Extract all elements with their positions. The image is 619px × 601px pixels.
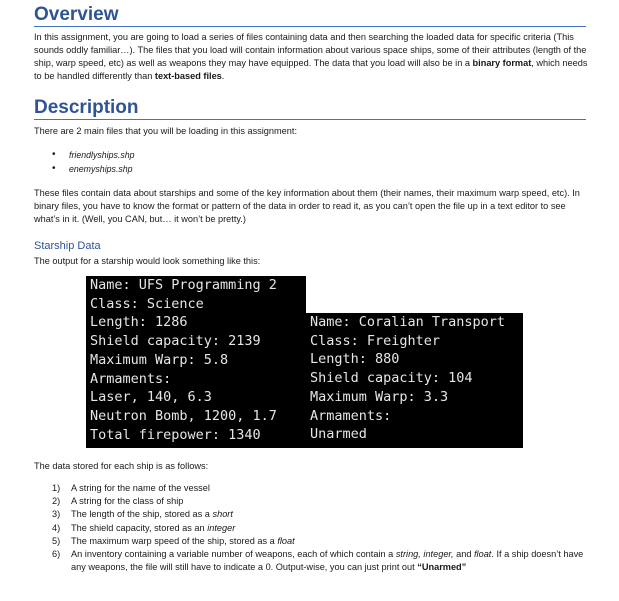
description-paragraph: These files contain data about starships and some of the key information about them (their names, their maximum warp speed, etc). In binary files, you have to know the format or pattern of the data in order to read it, as you can’t open the file up in a text editor to see what’s in it. (Well, you CAN, but… it won’t be pretty.) <box>34 188 580 224</box>
unarmed-bold: “Unarmed” <box>417 562 467 573</box>
console-line: Shield capacity: 104 <box>310 370 473 387</box>
type-float: float <box>473 549 492 560</box>
list-item <box>52 482 592 495</box>
console-line: Class: Freighter <box>310 332 441 349</box>
overview-underline <box>34 26 586 27</box>
console-output-ship-2 <box>306 313 523 448</box>
starship-intro: The output for a starship would look something like this: <box>34 256 261 266</box>
list-text: A string for the class of ship <box>71 496 184 507</box>
overview-paragraph <box>34 31 589 83</box>
console-line: Neutron Bomb, 1200, 1.7 <box>90 407 277 424</box>
list-number: 2) <box>52 496 61 507</box>
list-number: 5) <box>52 535 61 546</box>
list-number: 3) <box>52 509 61 520</box>
list-item: • enemyships.shp <box>52 162 135 176</box>
console-line: Length: 1286 <box>90 314 188 331</box>
ship-data-list <box>52 482 592 574</box>
type-short: short <box>212 509 233 520</box>
list-text: An inventory containing a variable number of weapons, each of which contain a <box>71 549 396 560</box>
starship-data-heading: Starship Data <box>34 240 101 252</box>
list-item <box>52 535 592 548</box>
list-item <box>52 522 592 535</box>
list-item: • friendlyships.shp <box>52 148 135 162</box>
console-line: Maximum Warp: 5.8 <box>90 351 229 368</box>
list-item <box>52 508 592 521</box>
console-line: Name: Coralian Transport <box>310 314 506 330</box>
type-float: float <box>277 535 295 546</box>
list-number: 6) <box>52 549 61 560</box>
console-line: Class: Science <box>90 295 204 312</box>
overview-text-2: , which needs to be handled differently than <box>34 58 588 81</box>
overview-text-1: In this assignment, you are going to load a series of files containing data and then searching the loaded data for specific criteria (This sounds oddly familiar…). The files that you load will contain information about various space ships, some of their attributes (length of the ship, warp speed, etc) as well as weapons they may have equipped. The data that you load will also be in a <box>34 32 587 68</box>
list-text: The maximum warp speed of the ship, stored as a <box>71 535 278 546</box>
description-heading: Description <box>34 97 139 118</box>
console-output-ship-1 <box>86 276 306 448</box>
binary-format-bold: binary format <box>472 58 532 68</box>
list-text: The shield capacity, stored as an <box>71 522 208 533</box>
list-item <box>52 548 592 574</box>
list-number: 4) <box>52 522 61 533</box>
list-text: . If a ship doesn’t have any weapons, the file will still have to indicate a 0. Output-wise, you can just print out <box>71 549 584 573</box>
list-number: 1) <box>52 483 61 493</box>
list-text: The length of the ship, stored as a <box>71 509 213 520</box>
list-item <box>52 495 592 508</box>
text-based-files-bold: text-based files <box>154 71 222 81</box>
overview-heading: Overview <box>34 4 119 25</box>
list-text: and <box>453 549 474 560</box>
console-line: Armaments: <box>90 370 172 387</box>
console-line: Total firepower: 1340 <box>90 426 261 443</box>
file-list <box>52 148 135 176</box>
stored-data-intro: The data stored for each ship is as follows: <box>34 461 209 471</box>
console-line: Shield capacity: 2139 <box>90 333 261 350</box>
overview-text-3: . <box>221 71 225 81</box>
type-integer: integer <box>207 522 236 533</box>
console-line: Unarmed <box>310 426 367 443</box>
description-intro: There are 2 main files that you will be loading in this assignment: <box>34 126 298 136</box>
console-line: Name: UFS Programming 2 <box>90 277 277 293</box>
console-line: Laser, 140, 6.3 <box>90 389 212 406</box>
console-line: Armaments: <box>310 407 392 424</box>
console-line: Maximum Warp: 3.3 <box>310 388 449 405</box>
description-underline <box>34 119 586 120</box>
types-italic: string, integer, <box>395 549 454 560</box>
list-text: A string for the name of the vessel <box>71 483 210 493</box>
console-line: Length: 880 <box>310 351 400 368</box>
